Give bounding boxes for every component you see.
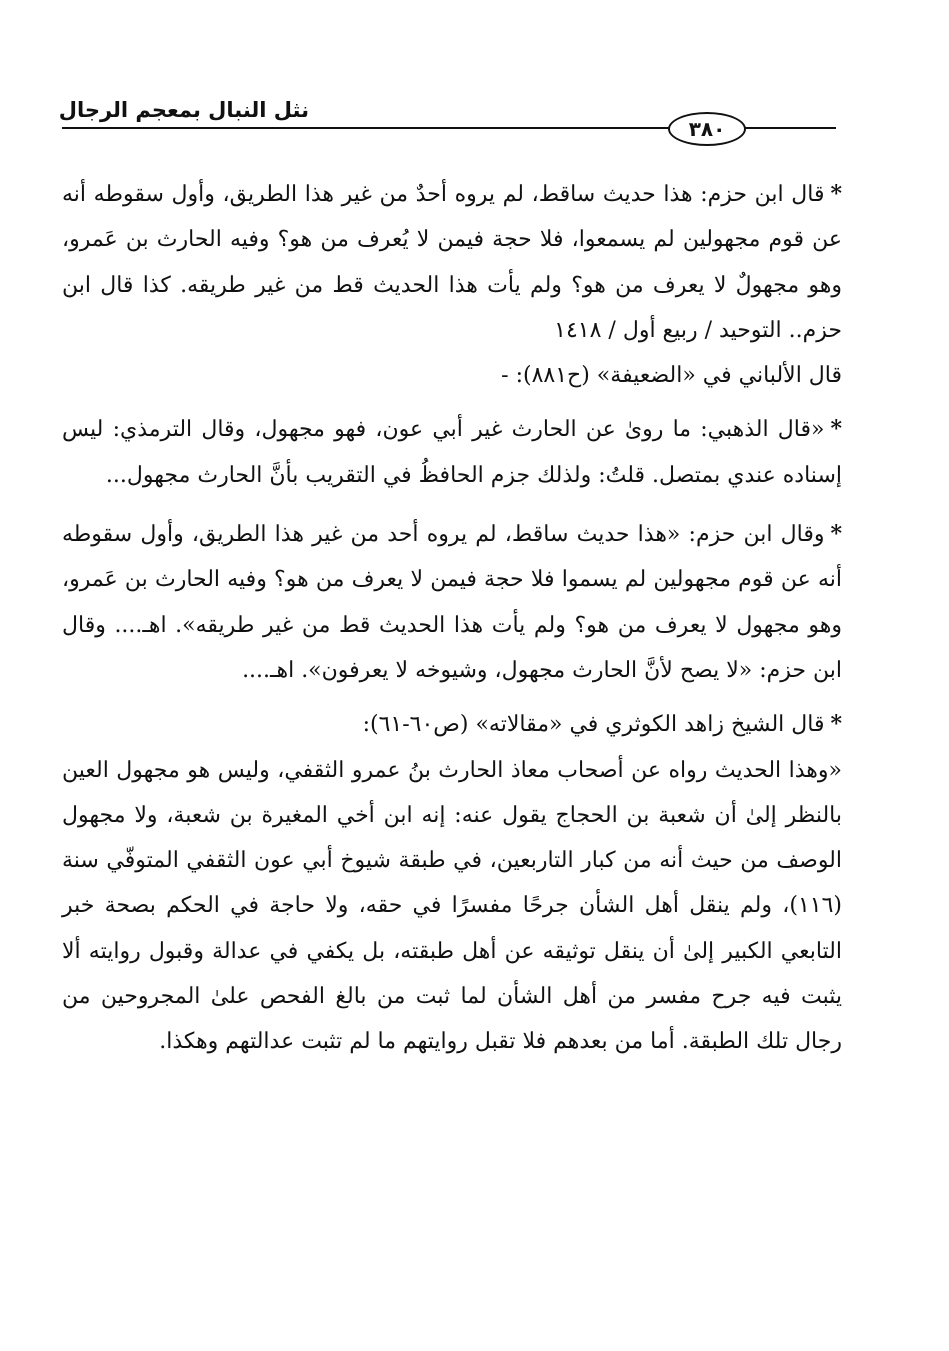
paragraph-text: «قال الذهبي: ما رویٰ عن الحارث غير أبي عون، فهو مجهول، وقال الترمذي: ليس إسناده عندي بمتصل. قلتُ: ولذلك جزم الحافظُ في التقريب بأنَّ الحارث مجهول... xyxy=(62,417,842,488)
body-text xyxy=(62,172,842,1065)
paragraph-text: قال الشيخ زاهد الكوثري في «مقالاته» (ص٦٠-٦١): xyxy=(362,712,825,738)
header-rule-left xyxy=(62,127,670,129)
paragraph xyxy=(62,748,842,1065)
page-number: ٣٨٠ xyxy=(668,112,746,146)
paragraph xyxy=(62,353,842,398)
paragraph xyxy=(62,702,842,747)
paragraph xyxy=(62,512,842,693)
paragraph-text: وقال ابن حزم: «هذا حديث ساقط، لم يروه أحد من غير هذا الطريق، وأول سقوطه أنه عن قوم مجهولين لم يسموا فلا حجة فيمن لا يعرف من هو؟ وفيه الحارث بن عَمرو، وهو مجهول لا يعرف من هو؟ ولم يأت هذا الحديث قط من غير طريقه». اهـ.... وقال ابن حزم: «لا يصح لأنَّ الحارث مجهول، وشيوخه لا يعرفون». اهـ.... xyxy=(62,522,842,683)
paragraph-marker: * xyxy=(830,521,842,548)
paragraph xyxy=(62,172,842,353)
paragraph-text: قال الألباني في «الضعيفة» (ح٨٨١): - xyxy=(501,363,842,389)
header-rule-right xyxy=(740,127,836,129)
paragraph-text: «وهذا الحديث رواه عن أصحاب معاذ الحارث بنُ عمرو الثقفي، وليس هو مجهول العين بالنظر إلىٰ أن شعبة بن الحجاج يقول عنه: إنه ابن أخي المغيرة بن شعبة، ولا مجهول الوصف من حيث أنه من كبار التاربعين، في طبقة شيوخ أبي عون الثقفي المتوفّي سنة (١١٦)، ولم ينقل أهل الشأن جرحًا مفسرًا في حقه، ولا حاجة في الحكم بصحة خبر التابعي الكبير إلىٰ أن ينقل توثيقه عن أهل طبقته، بل يكفي في عدالة وقبول روايته ألا يثبت فيه جرح مفسر من أهل الشأن لما ثبت من بالغ الفحص علىٰ المجروحين من رجال تلك الطبقة. أما من بعدهم فلا تقبل روايتهم ما لم تثبت عدالتهم وهكذا. xyxy=(62,757,842,1055)
running-title: نثل النبال بمعجم الرجال xyxy=(58,98,309,122)
paragraph-text: قال ابن حزم: هذا حديث ساقط، لم يروه أحدٌ من غير هذا الطريق، وأول سقوطه أنه عن قوم مجهولين لم يسمعوا، فلا حجة فيمن لا يُعرف من هو؟ وفيه الحارث بن عَمرو، وهو مجهولٌ لا يعرف من هو؟ ولم يأت هذا الحديث قط من غير طريقه. كذا قال ابن حزم.. التوحيد / ربيع أول / ١٤١٨ xyxy=(62,182,842,343)
paragraph-marker: * xyxy=(830,181,842,207)
paragraph-marker: * xyxy=(830,711,842,738)
paragraph xyxy=(62,407,842,498)
paragraph-marker: * xyxy=(830,416,842,443)
